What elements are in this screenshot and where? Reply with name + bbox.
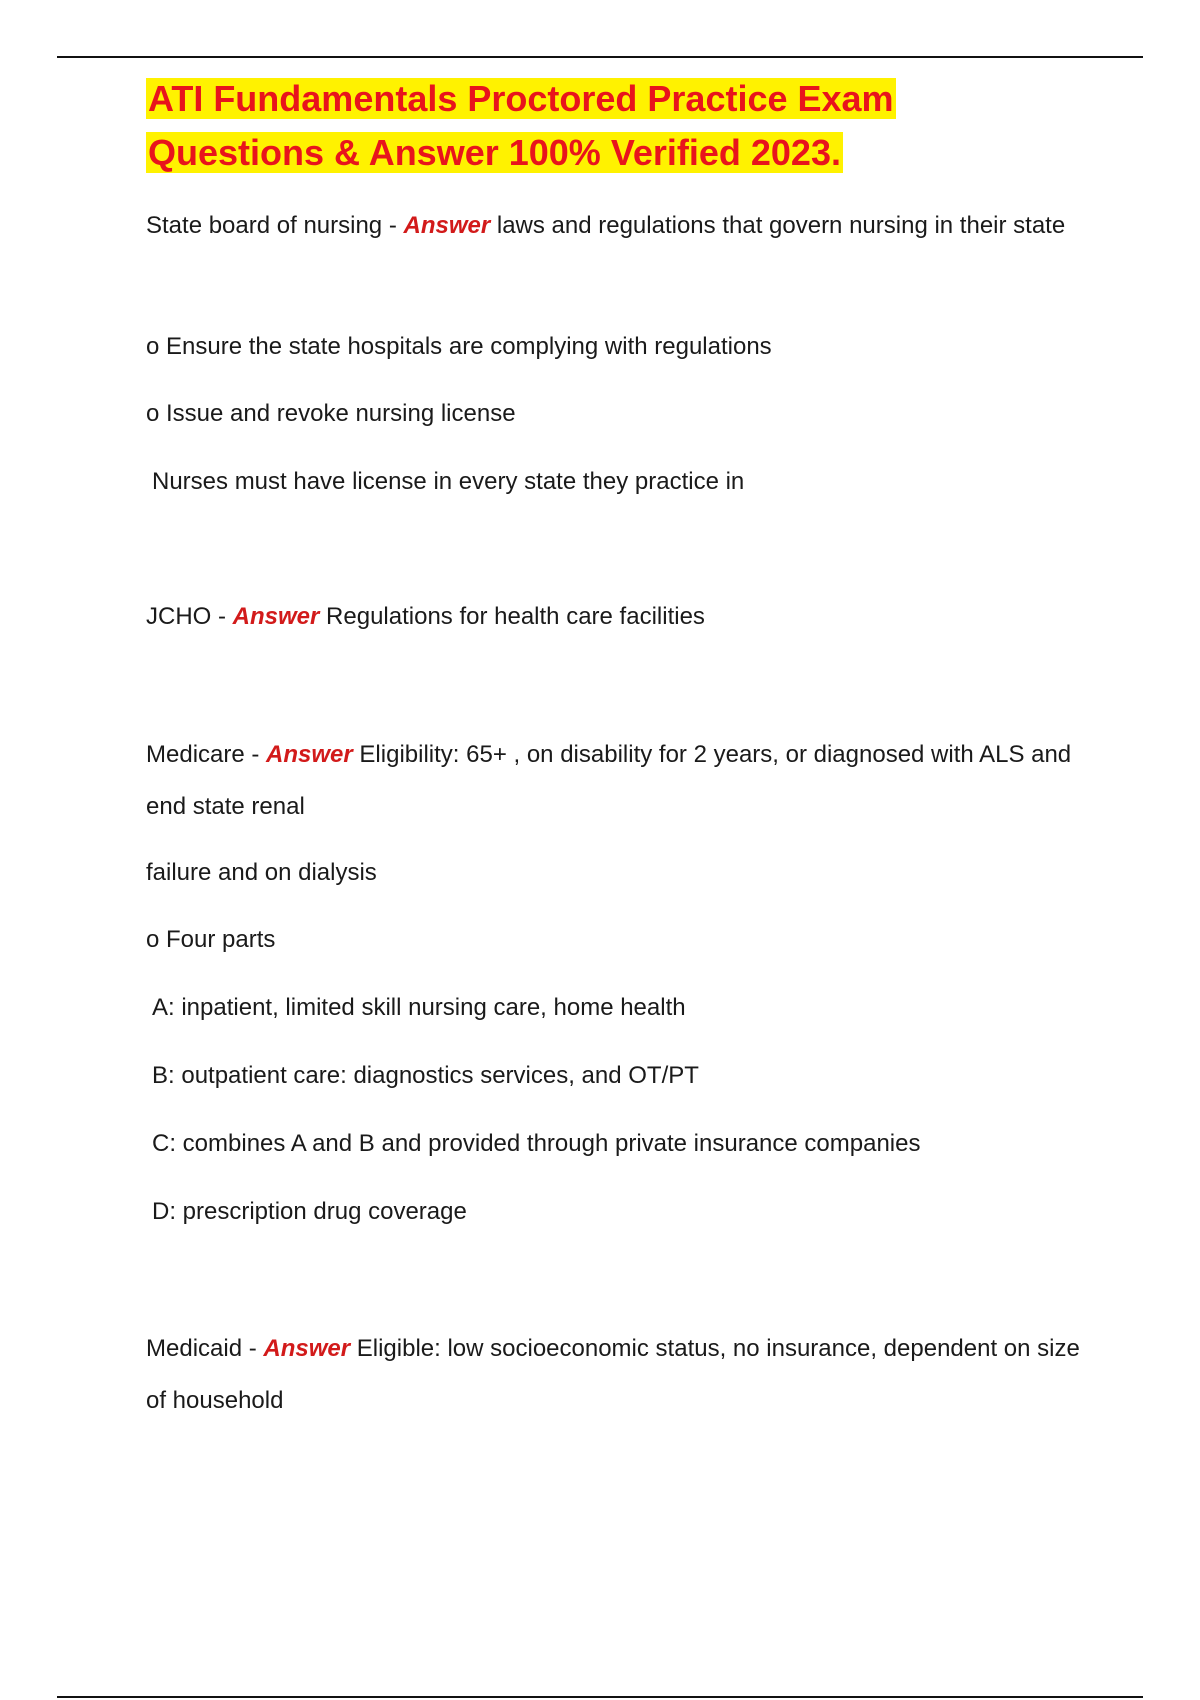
list-item: A: inpatient, limited skill nursing care, home health: [152, 994, 686, 1021]
entry-term: Medicaid -: [146, 1335, 264, 1362]
entry-definition: laws and regulations that govern nursing in their state: [490, 212, 1066, 239]
document-title: [146, 72, 1106, 180]
answer-label: Answer: [403, 212, 491, 239]
list-item: D: prescription drug coverage: [152, 1198, 467, 1225]
title-line-2: Questions & Answer 100% Verified 2023.: [148, 132, 841, 173]
list-item: o Issue and revoke nursing license: [146, 400, 516, 427]
entry-jcho: [146, 602, 705, 632]
title-line-1: ATI Fundamentals Proctored Practice Exam: [148, 78, 894, 119]
list-item: o Ensure the state hospitals are complying with regulations: [146, 333, 772, 360]
answer-label: Answer: [263, 1335, 351, 1362]
entry-definition: Eligible: low socioeconomic status, no insurance, dependent on size of household: [146, 1335, 1080, 1414]
answer-label: Answer: [266, 741, 353, 768]
entry-medicaid: [146, 1323, 1106, 1427]
document-header: [146, 72, 1106, 180]
entry-medicare: [146, 729, 1106, 833]
list-item: C: combines A and B and provided through private insurance companies: [152, 1130, 921, 1157]
top-divider: [57, 56, 1143, 58]
entry-definition: Regulations for health care facilities: [319, 603, 705, 630]
entry-term: State board of nursing -: [146, 212, 404, 239]
answer-label: Answer: [232, 603, 320, 630]
list-item: B: outpatient care: diagnostics services, and OT/PT: [152, 1062, 699, 1089]
entry-definition: Eligibility: 65+ , on disability for 2 years, or diagnosed with ALS and end state renal: [146, 741, 1072, 820]
list-item: Nurses must have license in every state they practice in: [152, 468, 745, 495]
entry-term: Medicare -: [146, 741, 267, 768]
list-item: failure and on dialysis: [146, 859, 377, 886]
bottom-divider: [57, 1696, 1143, 1698]
entry-state-board: [146, 200, 1106, 252]
entry-term: JCHO -: [146, 603, 233, 630]
list-item: o Four parts: [146, 926, 276, 953]
